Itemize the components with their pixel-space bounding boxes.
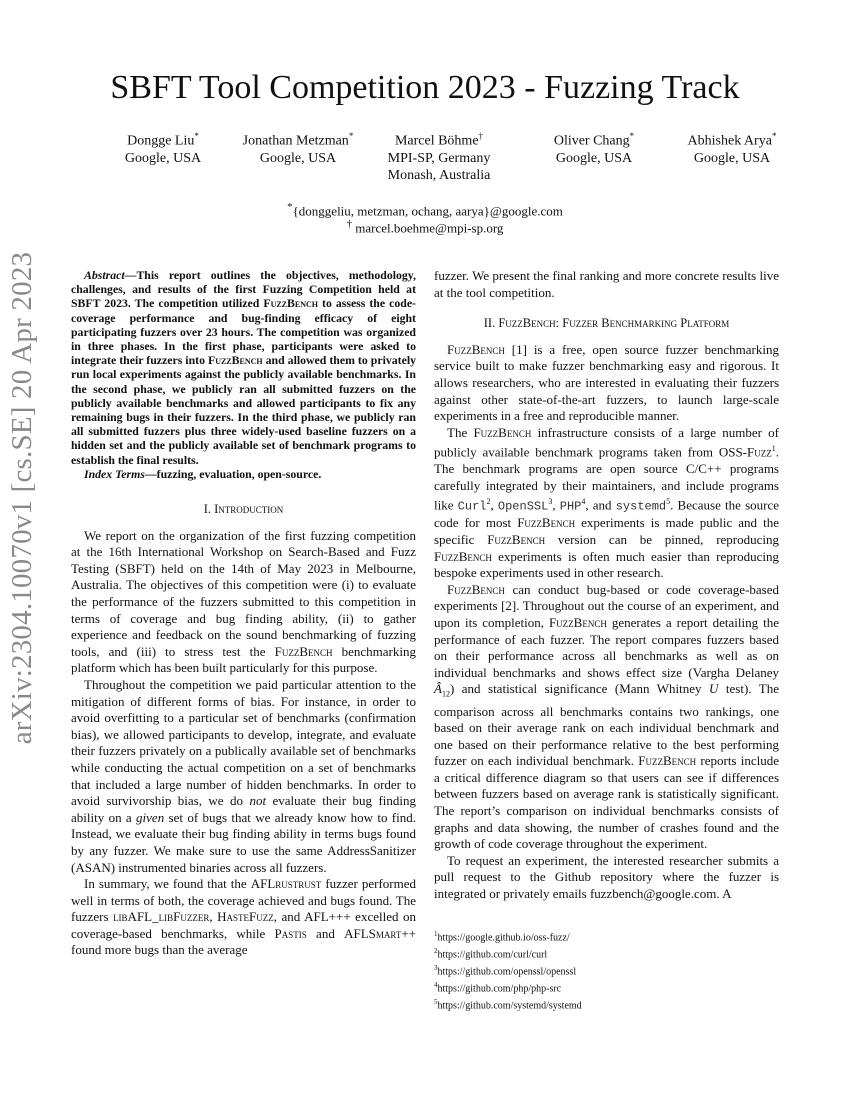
footnote[interactable]: $^5$https://github.com/systemd/systemd [434,997,582,1012]
fuzzbench-name: FuzzBench [207,353,263,368]
index-terms-label: Index Terms [84,466,145,481]
section-heading-introduction: I. Introduction [203,502,284,517]
author-mark: * [771,131,777,141]
author-mark: * [194,131,199,141]
author-mark: † [478,131,484,141]
author-mark: * [348,131,354,141]
contact-mark: † [346,218,352,230]
author-affiliation: Monash, Australia [387,167,491,183]
footnote[interactable]: $^1$https://google.github.io/oss-fuzz/ [434,930,570,944]
body-paragraph: To request an experiment, the interested researcher submits a pull request to the Github repository where the fuzzer is integrated or privately emails fuzzbench@google.com. A [434,852,779,902]
footnote-ref: 4 [581,497,586,507]
fuzzbench-name: FuzzBench [274,643,333,659]
intro-paragraph: In summary, we found that the AFLrustrust fuzzer performed well in terms of both, the coverage achieved and bugs found. The fuzzers libAFL_libFuzzer, HasteFuzz, and AFL+++ excelled on coverage-based benchmarks, while Pastis and AFLSmart++ found more bugs than the average [71,876,417,958]
author-mark: * [629,131,635,141]
footnote[interactable]: $^2$https://github.com/curl/curl [434,946,548,961]
body-paragraph: FuzzBench can conduct bug-based or code coverage-based experiments [2]. Throughout out the course of an experiment, and upon its completion, FuzzBench generates a report detailing the performance of each fuzzer. The report compares fuzzers based on their performance across all benchmarks as well as on individual benchmarks and shows effect size (Vargha Delaney $Â_{12}$) and statistical significance (Mann Whitney U test). The comparison across all benchmarks contains two rankings, one based on their average rank on each individual benchmark and one based on their performance relative to the best performing fuzzer on each individual benchmark. FuzzBench reports include a critical difference diagram so that users can see if differences between fuzzers based on average rank is statistically significant. The report’s comparison on individual benchmarks consists of graphs and data showing, the number of crashes found and the growth of code coverage throughout the experiment. [434,581,779,852]
author-block [364,128,514,184]
author-block [88,128,238,167]
left-column [71,268,416,959]
footnote-ref: 5 [666,497,671,507]
author-affiliation: Google, USA [693,150,771,166]
contact-email-mpi [0,216,850,236]
contact-text: marcel.boehme@mpi-sp.org [355,220,504,236]
footnote[interactable]: $^3$https://github.com/openssl/openssl [434,963,577,978]
abstract: Abstract—This report outlines the objectives, methodology, challenges, and results of the first Fuzzing Competition held at SBFT 2023. The competition utilized FuzzBench to assess the code-coverage performance and bug-finding efficacy of eight participating fuzzers over 23 hours. The competition was organized in three phases. In the first phase, participants were asked to integrate their fuzzers into FuzzBench and allowed them to privately run local experiments against the publicly available benchmarks. In the second phase, we publicly ran all submitted fuzzers on the publicly available benchmarks and allowed participants to fix any remaining bugs in their fuzzers. In the third phase, we publicly ran all submitted fuzzers plus three widely-used baseline fuzzers on a hidden set and the publicly available set of benchmark programs to establish the final results. [71,268,416,467]
author-name: Marcel Böhme [394,133,479,149]
abstract-label: Abstract [84,268,125,282]
author-name: Abhishek Arya [687,133,772,149]
section-heading-fuzzbench: II. FuzzBench: Fuzzer Benchmarking Platform [483,316,730,331]
footnotes [434,928,779,1013]
author-block [519,128,669,167]
footnote[interactable]: $^4$https://github.com/php/php-src [434,980,562,995]
author-name: Dongge Liu [127,133,195,149]
body-paragraph: fuzzer. We present the final ranking and more concrete results live at the tool competition. [434,268,779,300]
intro-paragraph: Throughout the competition we paid particular attention to the mitigation of different forms of bias. For instance, in order to avoid overfitting to a particular set of benchmarks (confirmation bias), we allowed participants to develop, integrate, and evaluate their fuzzers privately on a publically available set of benchmarks while conducting the actual competition on a set of benchmarks that included a large number of hidden benchmarks. In order to avoid survivorship bias, we do not evaluate their bug finding ability on a given set of bugs that we already know how to find. Instead, we evaluate their bug finding ability in terms bugs found by any fuzzer. We make sure to use the same AddressSanitizer (ASAN) instrumented binaries across all fuzzers. [71,676,416,875]
footnote-ref: 2 [486,497,491,507]
footnote-ref: 1 [771,444,776,454]
author-block [657,128,807,167]
index-terms: Index Terms—fuzzing, evaluation, open-source. [84,466,322,481]
body-paragraph: The FuzzBench infrastructure consists of a large number of publicly available benchmark programs taken from OSS-Fuzz$^1$. The benchmark programs are open source C/C++ programs carefully integrated by their maintainers, and include programs like Curl$^2$, OpenSSL$^3$, PHP$^4$, and systemd$^5$. Because the source code for most FuzzBench experiments is made public and the specific FuzzBench version can be pinned, reproducing FuzzBench experiments is often much easier than reproducing bespoke experiments used in other research. [434,424,780,581]
author-name: Jonathan Metzman [242,133,349,149]
intro-paragraph: We report on the organization of the first fuzzing competition at the 16th International Workshop on Search-Based and Fuzz Testing (SBFT) held on the 14th of May 2023 in Melbourne, Australia. The objectives of this competition were (i) to evaluate the performance of the fuzzers submitted to this competition in terms of coverage and bug finding ability, (ii) to gather experience and feedback on the sound benchmarking of fuzzing tools, and (iii) to stress test the FuzzBench benchmarking platform which has been built particularly for this purpose. [71,527,416,676]
author-affiliation: MPI-SP, Germany [387,150,491,166]
author-affiliation: Google, USA [259,150,337,166]
fuzzbench-name: FuzzBench [447,341,505,357]
arxiv-identifier: arXiv:2304.10070v1 [cs.SE] 20 Apr 2023 [6,251,38,745]
paper-title: SBFT Tool Competition 2023 - Fuzzing Track [110,69,740,106]
contact-mark: * [287,201,293,213]
author-affiliation: Google, USA [124,150,202,166]
contact-text: {donggeliu, metzman, ochang, aarya}@google.com [292,203,563,219]
fuzzbench-name: FuzzBench [263,296,318,311]
right-column [434,268,779,903]
author-block [223,128,373,167]
footnote-ref: 3 [548,497,553,507]
author-affiliation: Google, USA [555,150,633,166]
body-paragraph: FuzzBench [1] is a free, open source fuzzer benchmarking service built to make fuzzer benchmarking easy and rigorous. It allows researchers, who are interested in evaluating their fuzzers against other state-of-the-art fuzzers, to launch large-scale experiments in a free and reproducible manner. [434,341,779,424]
author-name: Oliver Chang [553,133,630,149]
math-a12: Â [434,681,442,697]
math-u: U [709,681,719,697]
